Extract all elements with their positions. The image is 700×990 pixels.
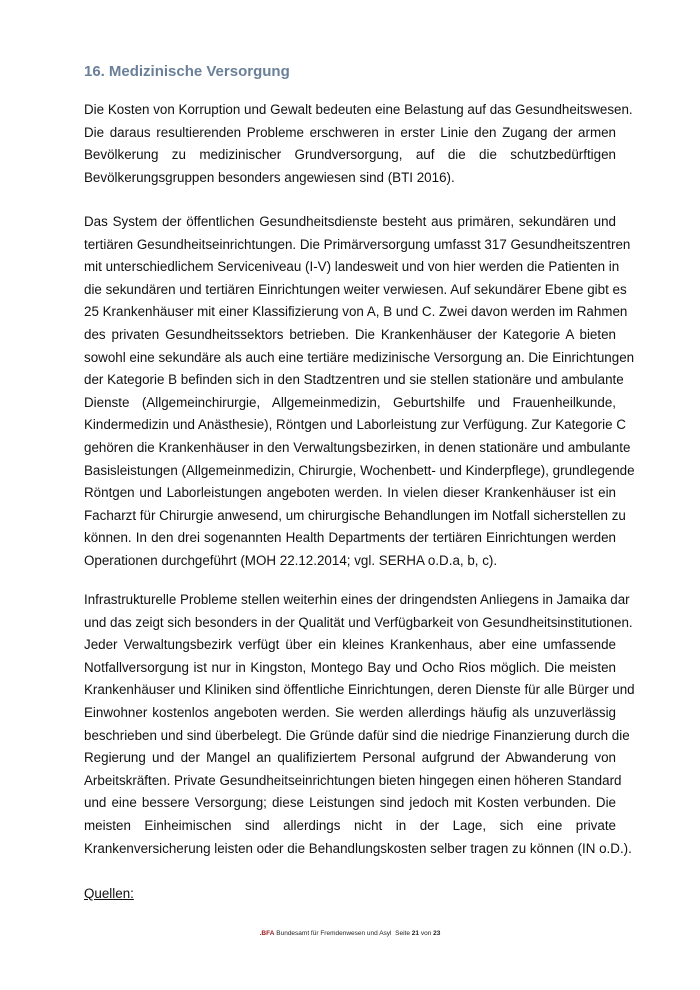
text-line: Basisleistungen (Allgemeinmedizin, Chirurgie, Wochenbett- und Kinderpflege), grundlegende — [84, 462, 635, 478]
text-line: und eine bessere Versorgung; diese Leistungen sind jedoch mit Kosten verbunden. Die — [84, 795, 616, 811]
text-line: Die daraus resultierenden Probleme erschweren in erster Linie den Zugang der armen — [84, 124, 616, 140]
text-line: Krankenhäuser und Kliniken sind öffentliche Einrichtungen, deren Dienste für alle Bürger und — [84, 682, 635, 698]
text-line: Dienste (Allgemeinchirurgie, Allgemeinmedizin, Geburtshilfe und Frauenheilkunde, — [84, 394, 616, 410]
text-line: Bevölkerungsgruppen besonders angewiesen sind (BTI 2016). — [84, 169, 455, 185]
text-line: Infrastrukturelle Probleme stellen weiterhin eines der dringendsten Anliegens in Jamaika dar — [84, 592, 630, 607]
footer-org: Bundesamt für Fremdenwesen und Asyl — [276, 930, 392, 937]
footer-of-label: von — [420, 930, 432, 937]
text-line: Krankenversicherung leisten oder die Behandlungskosten selber tragen zu können (IN o.D.). — [84, 840, 632, 856]
text-line: Arbeitskräften. Private Gesundheitseinrichtungen bieten hingegen einen höheren Standard — [84, 772, 622, 788]
footer-brand-logo: .BFA — [259, 930, 275, 937]
section-heading — [84, 63, 290, 80]
text-line: tertiären Gesundheitseinrichtungen. Die Primärversorgung umfasst 317 Gesundheitszentren — [84, 236, 631, 252]
text-line: gehören die Krankenhäuser in den Verwaltungsbezirken, in denen stationäre und ambulante — [84, 439, 631, 455]
section-title: Medizinische Versorgung — [108, 63, 290, 80]
text-line: des privaten Gesundheitssektors betrieben. Die Krankenhäuser der Kategorie A bieten — [84, 326, 616, 342]
text-line: Röntgen und Laborleistungen angeboten werden. In vielen dieser Krankenhäuser ist ein — [84, 485, 616, 501]
paragraph-1 — [84, 99, 633, 189]
paragraph-2 — [84, 211, 635, 573]
page-footer — [0, 930, 700, 937]
text-line: Facharzt für Chirurgie anwesend, um chirurgische Behandlungen im Notfall sicherstellen zu — [84, 507, 626, 523]
text-line: Bevölkerung zu medizinischer Grundversorgung, auf die die schutzbedürftigen — [84, 147, 616, 163]
text-line: 25 Krankenhäuser mit einer Klassifizierung von A, B und C. Zwei davon werden im Rahmen — [84, 304, 628, 320]
text-line: sowohl eine sekundäre als auch eine tertiäre medizinische Versorgung an. Die Einrichtungen — [84, 349, 635, 365]
footer-page-label: Seite — [395, 930, 410, 937]
text-line: die sekundären und tertiären Einrichtungen weiter verwiesen. Auf sekundärer Ebene gibt es — [84, 281, 627, 297]
paragraph-3 — [84, 589, 635, 860]
text-line: können. In den drei sogenannten Health Departments der tertiären Einrichtungen werden — [84, 530, 616, 546]
text-line: Die Kosten von Korruption und Gewalt bedeuten eine Belastung auf das Gesundheitswesen. — [84, 102, 633, 117]
text-line: Einwohner kostenlos angeboten werden. Sie werden allerdings häufig als unzuverlässig — [84, 704, 616, 720]
text-line: Notfallversorgung ist nur in Kingston, Montego Bay und Ocho Rios möglich. Die meisten — [84, 659, 616, 675]
text-line: beschrieben und sind überbelegt. Die Gründe dafür sind die niedrige Finanzierung durch die — [84, 727, 630, 743]
text-line: Jeder Verwaltungsbezirk verfügt über ein kleines Krankenhaus, aber eine umfassende — [84, 637, 616, 653]
section-number: 16. — [84, 63, 105, 80]
text-line: der Kategorie B befinden sich in den Stadtzentren und sie stellen stationäre und ambulante — [84, 372, 624, 388]
text-line: meisten Einheimischen sind allerdings nicht in der Lage, sich eine private — [84, 817, 616, 833]
footer-page-total: 23 — [433, 930, 441, 937]
text-line: und das zeigt sich besonders in der Qualität und Verfügbarkeit von Gesundheitsinstitutionen. — [84, 614, 633, 630]
text-line: Das System der öffentlichen Gesundheitsdienste besteht aus primären, sekundären und — [84, 214, 616, 229]
sources-heading: Quellen: — [84, 886, 134, 901]
footer-page-number: 21 — [411, 930, 420, 937]
text-line: Operationen durchgeführt (MOH 22.12.2014; vgl. SERHA o.D.a, b, c). — [84, 552, 498, 568]
text-line: mit unterschiedlichem Serviceniveau (I-V) landesweit und von hier werden die Patienten in — [84, 259, 620, 275]
text-line: Kindermedizin und Anästhesie), Röntgen und Laborleistung zur Verfügung. Zur Kategorie C — [84, 417, 626, 433]
text-line: Regierung und der Mangel an qualifiziertem Personal aufgrund der Abwanderung von — [84, 750, 616, 766]
